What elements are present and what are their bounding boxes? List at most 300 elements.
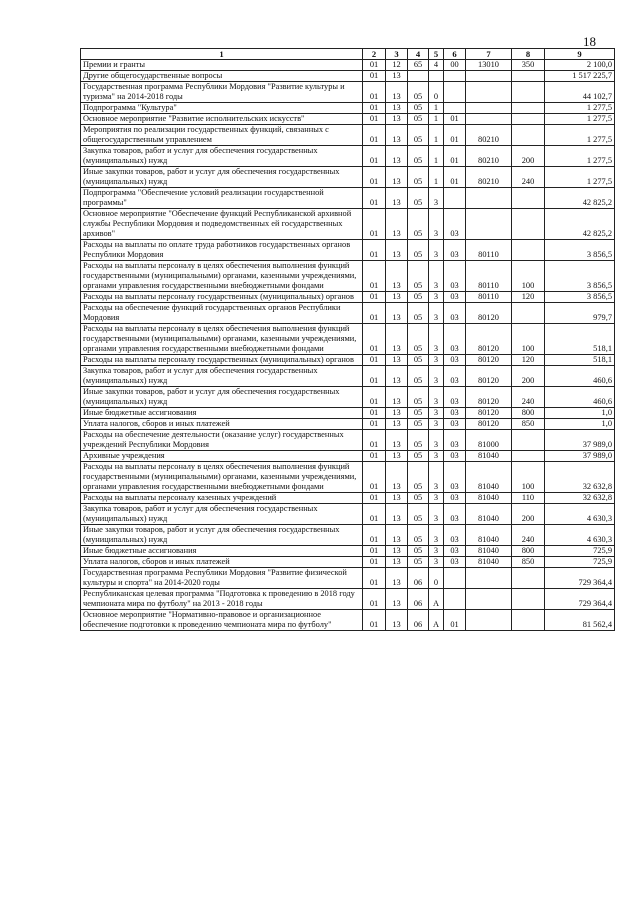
activity-cell: 03 bbox=[444, 366, 466, 387]
expense-type-cell bbox=[512, 188, 545, 209]
section-cell: 01 bbox=[363, 60, 386, 71]
program-cell: 05 bbox=[408, 557, 429, 568]
subprogram-cell: 3 bbox=[429, 355, 444, 366]
program-cell bbox=[408, 71, 429, 82]
table-row bbox=[81, 167, 615, 188]
program-cell: 05 bbox=[408, 430, 429, 451]
subprogram-cell: 3 bbox=[429, 324, 444, 355]
budget-table bbox=[80, 48, 615, 631]
amount-cell: 1,0 bbox=[545, 419, 615, 430]
subsection-cell: 13 bbox=[386, 167, 408, 188]
direction-cell: 80120 bbox=[466, 303, 512, 324]
table-row bbox=[81, 525, 615, 546]
subprogram-cell: 3 bbox=[429, 240, 444, 261]
section-cell: 01 bbox=[363, 568, 386, 589]
expense-type-cell bbox=[512, 430, 545, 451]
program-cell: 05 bbox=[408, 546, 429, 557]
subprogram-cell: 3 bbox=[429, 504, 444, 525]
subprogram-cell: 3 bbox=[429, 430, 444, 451]
amount-cell: 1 277,5 bbox=[545, 103, 615, 114]
expense-type-cell bbox=[512, 451, 545, 462]
table-row bbox=[81, 387, 615, 408]
expense-type-cell bbox=[512, 103, 545, 114]
section-cell: 01 bbox=[363, 324, 386, 355]
direction-cell: 80110 bbox=[466, 240, 512, 261]
row-name-cell: Расходы на выплаты персоналу в целях обеспечения выполнения функций государственными (муниципальными) органами, казенными учреждениями, органами управления государственными внебюджетными фондами bbox=[81, 462, 363, 493]
expense-type-cell: 240 bbox=[512, 167, 545, 188]
program-cell: 65 bbox=[408, 60, 429, 71]
subprogram-cell: 3 bbox=[429, 451, 444, 462]
direction-cell: 80210 bbox=[466, 146, 512, 167]
direction-cell bbox=[466, 568, 512, 589]
expense-type-cell: 200 bbox=[512, 504, 545, 525]
section-cell: 01 bbox=[363, 419, 386, 430]
direction-cell: 81040 bbox=[466, 525, 512, 546]
expense-type-cell: 350 bbox=[512, 60, 545, 71]
program-cell: 05 bbox=[408, 167, 429, 188]
amount-cell: 979,7 bbox=[545, 303, 615, 324]
row-name-cell: Иные закупки товаров, работ и услуг для обеспечения государственных (муниципальных) нужд bbox=[81, 387, 363, 408]
section-cell: 01 bbox=[363, 546, 386, 557]
expense-type-cell: 850 bbox=[512, 419, 545, 430]
subsection-cell: 13 bbox=[386, 387, 408, 408]
subprogram-cell bbox=[429, 71, 444, 82]
expense-type-cell bbox=[512, 71, 545, 82]
table-row bbox=[81, 366, 615, 387]
activity-cell: 03 bbox=[444, 240, 466, 261]
row-name-cell: Подпрограмма "Обеспечение условий реализации государственной программы" bbox=[81, 188, 363, 209]
expense-type-cell bbox=[512, 209, 545, 240]
direction-cell: 80120 bbox=[466, 355, 512, 366]
amount-cell: 1,0 bbox=[545, 408, 615, 419]
program-cell: 05 bbox=[408, 408, 429, 419]
table-row bbox=[81, 557, 615, 568]
subsection-cell: 13 bbox=[386, 114, 408, 125]
subsection-cell: 13 bbox=[386, 451, 408, 462]
amount-cell: 725,9 bbox=[545, 546, 615, 557]
subprogram-cell: 3 bbox=[429, 557, 444, 568]
subsection-cell: 13 bbox=[386, 462, 408, 493]
program-cell: 05 bbox=[408, 366, 429, 387]
direction-cell bbox=[466, 114, 512, 125]
subsection-cell: 13 bbox=[386, 546, 408, 557]
amount-cell: 42 825,2 bbox=[545, 209, 615, 240]
section-cell: 01 bbox=[363, 188, 386, 209]
program-cell: 05 bbox=[408, 303, 429, 324]
program-cell: 05 bbox=[408, 82, 429, 103]
row-name-cell: Закупка товаров, работ и услуг для обеспечения государственных (муниципальных) нужд bbox=[81, 366, 363, 387]
amount-cell: 518,1 bbox=[545, 324, 615, 355]
direction-cell: 80120 bbox=[466, 324, 512, 355]
section-cell: 01 bbox=[363, 240, 386, 261]
subsection-cell: 13 bbox=[386, 292, 408, 303]
row-name-cell: Закупка товаров, работ и услуг для обеспечения государственных (муниципальных) нужд bbox=[81, 504, 363, 525]
subsection-cell: 13 bbox=[386, 209, 408, 240]
subsection-cell: 13 bbox=[386, 188, 408, 209]
activity-cell: 03 bbox=[444, 355, 466, 366]
activity-cell: 03 bbox=[444, 408, 466, 419]
program-cell: 05 bbox=[408, 493, 429, 504]
program-cell: 05 bbox=[408, 103, 429, 114]
subprogram-cell: 0 bbox=[429, 82, 444, 103]
expense-type-cell bbox=[512, 125, 545, 146]
table-row bbox=[81, 240, 615, 261]
amount-cell: 32 632,8 bbox=[545, 462, 615, 493]
subprogram-cell: 3 bbox=[429, 366, 444, 387]
activity-cell: 03 bbox=[444, 504, 466, 525]
row-name-cell: Иные закупки товаров, работ и услуг для обеспечения государственных (муниципальных) нужд bbox=[81, 167, 363, 188]
table-row bbox=[81, 419, 615, 430]
activity-cell: 03 bbox=[444, 557, 466, 568]
row-name-cell: Основное мероприятие "Нормативно-правовое и организационное обеспечение подготовки к проведению чемпионата мира по футболу" bbox=[81, 610, 363, 631]
amount-cell: 3 856,5 bbox=[545, 261, 615, 292]
expense-type-cell: 110 bbox=[512, 493, 545, 504]
table-row bbox=[81, 71, 615, 82]
program-cell: 05 bbox=[408, 355, 429, 366]
row-name-cell: Другие общегосударственные вопросы bbox=[81, 71, 363, 82]
row-name-cell: Государственная программа Республики Мордовия "Развитие физической культуры и спорта" на 2014-2020 годы bbox=[81, 568, 363, 589]
amount-cell: 37 989,0 bbox=[545, 451, 615, 462]
table-row bbox=[81, 430, 615, 451]
activity-cell bbox=[444, 71, 466, 82]
row-name-cell: Республиканская целевая программа "Подготовка к проведению в 2018 году чемпионата мира по футболу" на 2013 - 2018 годы bbox=[81, 589, 363, 610]
row-name-cell: Расходы на выплаты персоналу казенных учреждений bbox=[81, 493, 363, 504]
subsection-cell: 13 bbox=[386, 324, 408, 355]
activity-cell: 03 bbox=[444, 387, 466, 408]
table-row bbox=[81, 355, 615, 366]
expense-type-cell: 100 bbox=[512, 261, 545, 292]
program-cell: 05 bbox=[408, 387, 429, 408]
subsection-cell: 13 bbox=[386, 610, 408, 631]
subsection-cell: 13 bbox=[386, 355, 408, 366]
table-row bbox=[81, 188, 615, 209]
row-name-cell: Иные бюджетные ассигнования bbox=[81, 546, 363, 557]
program-cell: 05 bbox=[408, 261, 429, 292]
direction-cell: 13010 bbox=[466, 60, 512, 71]
subprogram-cell: А bbox=[429, 610, 444, 631]
subsection-cell: 13 bbox=[386, 504, 408, 525]
subprogram-cell: 3 bbox=[429, 525, 444, 546]
amount-cell: 4 630,3 bbox=[545, 525, 615, 546]
activity-cell: 03 bbox=[444, 525, 466, 546]
expense-type-cell bbox=[512, 303, 545, 324]
section-cell: 01 bbox=[363, 451, 386, 462]
subprogram-cell: 1 bbox=[429, 103, 444, 114]
table-row bbox=[81, 209, 615, 240]
amount-cell: 32 632,8 bbox=[545, 493, 615, 504]
row-name-cell: Расходы на выплаты персоналу государственных (муниципальных) органов bbox=[81, 292, 363, 303]
subsection-cell: 13 bbox=[386, 557, 408, 568]
activity-cell: 03 bbox=[444, 462, 466, 493]
table-row bbox=[81, 324, 615, 355]
expense-type-cell: 200 bbox=[512, 366, 545, 387]
subsection-cell: 13 bbox=[386, 240, 408, 261]
program-cell: 05 bbox=[408, 462, 429, 493]
section-cell: 01 bbox=[363, 430, 386, 451]
amount-cell: 729 364,4 bbox=[545, 589, 615, 610]
activity-cell: 03 bbox=[444, 430, 466, 451]
subprogram-cell: 1 bbox=[429, 125, 444, 146]
amount-cell: 37 989,0 bbox=[545, 430, 615, 451]
subprogram-cell: 1 bbox=[429, 167, 444, 188]
subsection-cell: 13 bbox=[386, 589, 408, 610]
row-name-cell: Расходы на выплаты по оплате труда работников государственных органов Республики Мордовия bbox=[81, 240, 363, 261]
table-row bbox=[81, 103, 615, 114]
section-cell: 01 bbox=[363, 125, 386, 146]
table-row bbox=[81, 114, 615, 125]
section-cell: 01 bbox=[363, 589, 386, 610]
subprogram-cell: 3 bbox=[429, 546, 444, 557]
header-cell: 6 bbox=[444, 49, 466, 60]
row-name-cell: Архивные учреждения bbox=[81, 451, 363, 462]
subprogram-cell: 3 bbox=[429, 493, 444, 504]
activity-cell: 03 bbox=[444, 451, 466, 462]
program-cell: 05 bbox=[408, 209, 429, 240]
header-cell: 5 bbox=[429, 49, 444, 60]
activity-cell: 01 bbox=[444, 146, 466, 167]
subprogram-cell: 0 bbox=[429, 568, 444, 589]
subprogram-cell: 3 bbox=[429, 419, 444, 430]
section-cell: 01 bbox=[363, 209, 386, 240]
direction-cell bbox=[466, 188, 512, 209]
subsection-cell: 13 bbox=[386, 568, 408, 589]
row-name-cell: Основное мероприятие "Развитие исполнительских искусств" bbox=[81, 114, 363, 125]
page-number: 18 bbox=[583, 34, 596, 49]
subsection-cell: 13 bbox=[386, 430, 408, 451]
table-row bbox=[81, 493, 615, 504]
program-cell: 05 bbox=[408, 240, 429, 261]
section-cell: 01 bbox=[363, 504, 386, 525]
section-cell: 01 bbox=[363, 557, 386, 568]
table-row bbox=[81, 82, 615, 103]
row-name-cell: Уплата налогов, сборов и иных платежей bbox=[81, 419, 363, 430]
expense-type-cell: 120 bbox=[512, 355, 545, 366]
program-cell: 05 bbox=[408, 451, 429, 462]
header-cell: 3 bbox=[386, 49, 408, 60]
header-cell: 8 bbox=[512, 49, 545, 60]
direction-cell: 80120 bbox=[466, 419, 512, 430]
amount-cell: 3 856,5 bbox=[545, 240, 615, 261]
program-cell: 05 bbox=[408, 504, 429, 525]
direction-cell: 81040 bbox=[466, 493, 512, 504]
amount-cell: 729 364,4 bbox=[545, 568, 615, 589]
expense-type-cell bbox=[512, 568, 545, 589]
subprogram-cell: 3 bbox=[429, 292, 444, 303]
amount-cell: 4 630,3 bbox=[545, 504, 615, 525]
amount-cell: 518,1 bbox=[545, 355, 615, 366]
amount-cell: 1 277,5 bbox=[545, 125, 615, 146]
section-cell: 01 bbox=[363, 146, 386, 167]
amount-cell: 725,9 bbox=[545, 557, 615, 568]
header-cell: 7 bbox=[466, 49, 512, 60]
header-cell: 9 bbox=[545, 49, 615, 60]
amount-cell: 42 825,2 bbox=[545, 188, 615, 209]
subsection-cell: 12 bbox=[386, 60, 408, 71]
expense-type-cell bbox=[512, 82, 545, 103]
amount-cell: 3 856,5 bbox=[545, 292, 615, 303]
table-row bbox=[81, 408, 615, 419]
amount-cell: 81 562,4 bbox=[545, 610, 615, 631]
row-name-cell: Расходы на выплаты персоналу государственных (муниципальных) органов bbox=[81, 355, 363, 366]
program-cell: 05 bbox=[408, 188, 429, 209]
row-name-cell: Закупка товаров, работ и услуг для обеспечения государственных (муниципальных) нужд bbox=[81, 146, 363, 167]
direction-cell bbox=[466, 610, 512, 631]
direction-cell bbox=[466, 82, 512, 103]
amount-cell: 2 100,0 bbox=[545, 60, 615, 71]
table-row bbox=[81, 462, 615, 493]
expense-type-cell: 800 bbox=[512, 408, 545, 419]
header-row bbox=[81, 49, 615, 60]
activity-cell bbox=[444, 188, 466, 209]
subsection-cell: 13 bbox=[386, 125, 408, 146]
subprogram-cell: 3 bbox=[429, 387, 444, 408]
row-name-cell: Расходы на выплаты персоналу в целях обеспечения выполнения функций государственными (муниципальными) органами, казенными учреждениями, органами управления государственными внебюджетными фондами bbox=[81, 261, 363, 292]
subsection-cell: 13 bbox=[386, 261, 408, 292]
direction-cell: 81040 bbox=[466, 557, 512, 568]
table-row bbox=[81, 451, 615, 462]
expense-type-cell: 120 bbox=[512, 292, 545, 303]
program-cell: 05 bbox=[408, 292, 429, 303]
section-cell: 01 bbox=[363, 366, 386, 387]
direction-cell bbox=[466, 589, 512, 610]
activity-cell bbox=[444, 103, 466, 114]
amount-cell: 1 277,5 bbox=[545, 114, 615, 125]
activity-cell: 01 bbox=[444, 114, 466, 125]
table-row bbox=[81, 60, 615, 71]
expense-type-cell: 800 bbox=[512, 546, 545, 557]
expense-type-cell bbox=[512, 589, 545, 610]
activity-cell: 01 bbox=[444, 610, 466, 631]
subsection-cell: 13 bbox=[386, 82, 408, 103]
section-cell: 01 bbox=[363, 103, 386, 114]
subsection-cell: 13 bbox=[386, 525, 408, 546]
section-cell: 01 bbox=[363, 610, 386, 631]
subprogram-cell: 3 bbox=[429, 188, 444, 209]
program-cell: 05 bbox=[408, 125, 429, 146]
row-name-cell: Расходы на выплаты персоналу в целях обеспечения выполнения функций государственными (муниципальными) органами, казенными учреждениями, органами управления государственными внебюджетными фондами bbox=[81, 324, 363, 355]
row-name-cell: Мероприятия по реализации государственных функций, связанных с общегосударственным управлением bbox=[81, 125, 363, 146]
activity-cell: 03 bbox=[444, 209, 466, 240]
program-cell: 06 bbox=[408, 589, 429, 610]
program-cell: 05 bbox=[408, 114, 429, 125]
activity-cell: 03 bbox=[444, 261, 466, 292]
subprogram-cell: 1 bbox=[429, 146, 444, 167]
subsection-cell: 13 bbox=[386, 303, 408, 324]
subprogram-cell: 3 bbox=[429, 261, 444, 292]
direction-cell: 80110 bbox=[466, 292, 512, 303]
row-name-cell: Расходы на обеспечение функций государственных органов Республики Мордовия bbox=[81, 303, 363, 324]
activity-cell: 00 bbox=[444, 60, 466, 71]
row-name-cell: Подпрограмма "Культура" bbox=[81, 103, 363, 114]
subsection-cell: 13 bbox=[386, 419, 408, 430]
expense-type-cell: 240 bbox=[512, 387, 545, 408]
header-cell: 1 bbox=[81, 49, 363, 60]
section-cell: 01 bbox=[363, 114, 386, 125]
amount-cell: 460,6 bbox=[545, 387, 615, 408]
direction-cell: 80110 bbox=[466, 261, 512, 292]
section-cell: 01 bbox=[363, 303, 386, 324]
subsection-cell: 13 bbox=[386, 408, 408, 419]
subprogram-cell: 4 bbox=[429, 60, 444, 71]
subsection-cell: 13 bbox=[386, 71, 408, 82]
expense-type-cell: 240 bbox=[512, 525, 545, 546]
section-cell: 01 bbox=[363, 493, 386, 504]
subprogram-cell: 3 bbox=[429, 462, 444, 493]
section-cell: 01 bbox=[363, 408, 386, 419]
table-row bbox=[81, 546, 615, 557]
activity-cell: 03 bbox=[444, 303, 466, 324]
table-row bbox=[81, 125, 615, 146]
section-cell: 01 bbox=[363, 261, 386, 292]
program-cell: 05 bbox=[408, 324, 429, 355]
header-cell: 2 bbox=[363, 49, 386, 60]
amount-cell: 1 277,5 bbox=[545, 167, 615, 188]
direction-cell bbox=[466, 103, 512, 114]
expense-type-cell bbox=[512, 610, 545, 631]
activity-cell bbox=[444, 568, 466, 589]
section-cell: 01 bbox=[363, 525, 386, 546]
subsection-cell: 13 bbox=[386, 103, 408, 114]
section-cell: 01 bbox=[363, 82, 386, 103]
activity-cell: 03 bbox=[444, 493, 466, 504]
subprogram-cell: 3 bbox=[429, 303, 444, 324]
header-cell: 4 bbox=[408, 49, 429, 60]
activity-cell: 01 bbox=[444, 167, 466, 188]
table-row bbox=[81, 303, 615, 324]
expense-type-cell: 850 bbox=[512, 557, 545, 568]
row-name-cell: Иные бюджетные ассигнования bbox=[81, 408, 363, 419]
table-row bbox=[81, 146, 615, 167]
row-name-cell: Уплата налогов, сборов и иных платежей bbox=[81, 557, 363, 568]
row-name-cell: Государственная программа Республики Мордовия "Развитие культуры и туризма" на 2014-2018 годы bbox=[81, 82, 363, 103]
program-cell: 05 bbox=[408, 146, 429, 167]
expense-type-cell: 200 bbox=[512, 146, 545, 167]
amount-cell: 460,6 bbox=[545, 366, 615, 387]
amount-cell: 44 102,7 bbox=[545, 82, 615, 103]
row-name-cell: Расходы на обеспечение деятельности (оказание услуг) государственных учреждений Республики Мордовия bbox=[81, 430, 363, 451]
direction-cell: 81040 bbox=[466, 504, 512, 525]
subsection-cell: 13 bbox=[386, 146, 408, 167]
direction-cell: 80120 bbox=[466, 387, 512, 408]
direction-cell bbox=[466, 209, 512, 240]
direction-cell: 81040 bbox=[466, 451, 512, 462]
program-cell: 06 bbox=[408, 610, 429, 631]
activity-cell: 03 bbox=[444, 292, 466, 303]
direction-cell: 81040 bbox=[466, 462, 512, 493]
section-cell: 01 bbox=[363, 462, 386, 493]
section-cell: 01 bbox=[363, 387, 386, 408]
subprogram-cell: А bbox=[429, 589, 444, 610]
row-name-cell: Основное мероприятие "Обеспечение функций Республиканской архивной службы Республики Мордовия и подведомственных ей государственных архивов" bbox=[81, 209, 363, 240]
subsection-cell: 13 bbox=[386, 493, 408, 504]
subsection-cell: 13 bbox=[386, 366, 408, 387]
expense-type-cell bbox=[512, 240, 545, 261]
expense-type-cell: 100 bbox=[512, 324, 545, 355]
activity-cell: 01 bbox=[444, 125, 466, 146]
program-cell: 05 bbox=[408, 419, 429, 430]
section-cell: 01 bbox=[363, 71, 386, 82]
direction-cell bbox=[466, 71, 512, 82]
section-cell: 01 bbox=[363, 355, 386, 366]
direction-cell: 81040 bbox=[466, 546, 512, 557]
subprogram-cell: 3 bbox=[429, 209, 444, 240]
section-cell: 01 bbox=[363, 292, 386, 303]
activity-cell bbox=[444, 589, 466, 610]
expense-type-cell: 100 bbox=[512, 462, 545, 493]
direction-cell: 81000 bbox=[466, 430, 512, 451]
table-row bbox=[81, 610, 615, 631]
program-cell: 06 bbox=[408, 568, 429, 589]
